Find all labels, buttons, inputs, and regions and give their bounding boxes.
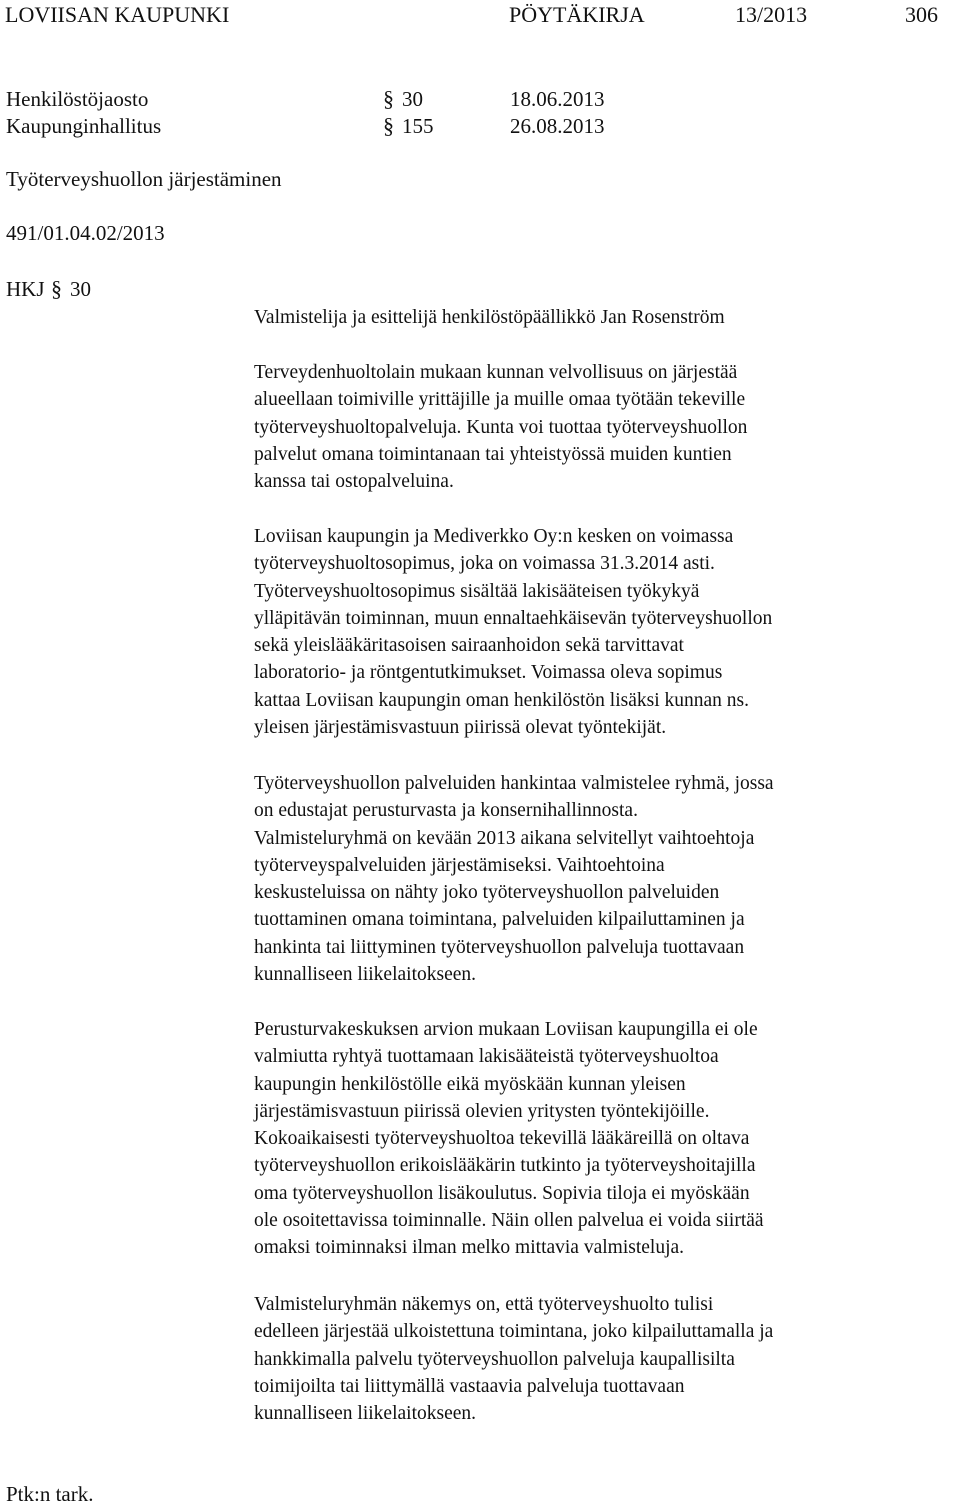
meeting-body: Henkilöstöjaosto [6,87,149,111]
text-line: ylläpitävän toiminnan, muun ennaltaehkäisevän työterveyshuollon [254,607,773,629]
text-line: hankinta tai liittyminen työterveyshuollon palveluja tuottavaan [254,936,745,958]
preparer-line [254,304,944,331]
continued-note: Ptk:n tark. [6,1482,94,1506]
text-line: työterveyshuollon erikoislääkärin tutkinto ja työterveyshoitajilla [254,1155,756,1177]
text-line: Perusturvakeskuksen arvion mukaan Loviisan kaupungilla ei ole [254,1019,758,1040]
paragraph-1 [254,359,944,495]
text-line: kaupungin henkilöstölle eikä myöskään kunnan yleisen [254,1073,686,1095]
meeting-body: Kaupunginhallitus [6,114,162,138]
text-line: keskusteluissa on nähty joko työterveyshuollon palveluiden [254,882,720,904]
text-line: työterveyshuoltosopimus, joka on voimassa 31.3.2014 asti. [254,553,715,575]
text-line: Valmisteluryhmän näkemys on, että työterveyshuolto tulisi [254,1294,714,1315]
text-line: omaksi toiminnaksi ilman melko mittavia valmisteluja. [254,1237,685,1259]
text-line: valmiutta ryhtyä tuottamaan lakisääteistä työterveyshuoltoa [254,1046,719,1068]
meeting-date: 26.08.2013 [510,114,605,138]
text-line: kunnalliseen liikelaitokseen. [254,964,477,986]
text-line: toimijoilta tai liittymällä vastaavia palveluja tuottavaan [254,1375,685,1397]
preparer: Valmistelija ja esittelijä henkilöstöpäällikkö Jan Rosenström [254,307,725,328]
org-name: LOVIISAN KAUPUNKI [5,2,230,27]
paragraph-2 [254,523,944,741]
doc-number: 13/2013 [735,2,808,27]
text-line: kunnalliseen liikelaitokseen. [254,1403,477,1425]
text-line: oma työterveyshuollon lisäkoulutus. Sopivia tiloja ei myöskään [254,1182,750,1204]
paragraph-3 [254,770,944,988]
paragraph-4 [254,1016,944,1262]
text-line: yleisen järjestämisvastuun piirissä olevat työntekijät. [254,717,667,739]
text-line: sekä yleislääkäritasoisen sairaanhoidon sekä tarvittavat [254,635,684,657]
text-line: Terveydenhuoltolain mukaan kunnan velvollisuus on järjestää [254,362,738,383]
text-line: Työterveyshuoltosopimus sisältää lakisääteisen työkykyä [254,580,700,602]
paragraph-5 [254,1291,944,1427]
diary-number: 491/01.04.02/2013 [6,221,165,245]
section-mark: § [383,113,394,138]
text-line: kattaa Loviisan kaupungin oman henkilöstön lisäksi kunnan ns. [254,689,750,711]
item-ref-number: 30 [70,277,91,301]
text-line: työterveyspalveluiden järjestämiseksi. Vaihtoehtoina [254,854,665,876]
text-line: palvelut omana toimintanaan tai yhteistyössä muiden kuntien [254,443,732,465]
text-line: Kokoaikaisesti työterveyshuoltoa tekevillä lääkäreillä on oltava [254,1128,750,1150]
text-line: laboratorio- ja röntgentutkimukset. Voimassa oleva sopimus [254,662,723,684]
text-line: ole osoitettavissa toiminnalle. Näin ollen palvelua ei voida siirtää [254,1210,764,1232]
meeting-section: 155 [402,114,434,138]
meeting-section: 30 [402,87,423,111]
text-line: alueellaan toimiville yrittäjille ja muille omaa työtään tekeville [254,389,746,411]
page-number: 306 [905,2,938,27]
text-line: Loviisan kaupungin ja Mediverkko Oy:n kesken on voimassa [254,526,734,547]
text-line: Valmisteluryhmä on kevään 2013 aikana selvitellyt vaihtoehtoja [254,827,755,849]
text-line: työterveyshuoltopalveluja. Kunta voi tuottaa työterveyshuollon [254,416,748,438]
item-ref-prefix: HKJ [6,277,45,301]
text-line: hankkimalla palvelu työterveyshuollon palveluja kaupallisilta [254,1348,735,1370]
text-line: on edustajat perusturvasta ja konsernihallinnosta. [254,800,638,822]
doc-type: PÖYTÄKIRJA [509,2,645,27]
section-mark: § [383,86,394,111]
text-line: Työterveyshuollon palveluiden hankintaa valmistelee ryhmä, jossa [254,773,774,794]
item-ref-mark: § [51,276,62,301]
text-line: tuottaminen omana toimintana, palveluiden kilpailuttaminen ja [254,909,745,931]
text-line: kanssa tai ostopalveluina. [254,471,454,493]
text-line: järjestämisvastuun piirissä olevien yritysten työntekijöille. [254,1100,710,1122]
meeting-date: 18.06.2013 [510,87,605,111]
text-line: edelleen järjestää ulkoistettuna toimintana, joko kilpailuttamalla ja [254,1321,774,1343]
matter-title: Työterveyshuollon järjestäminen [6,167,282,191]
